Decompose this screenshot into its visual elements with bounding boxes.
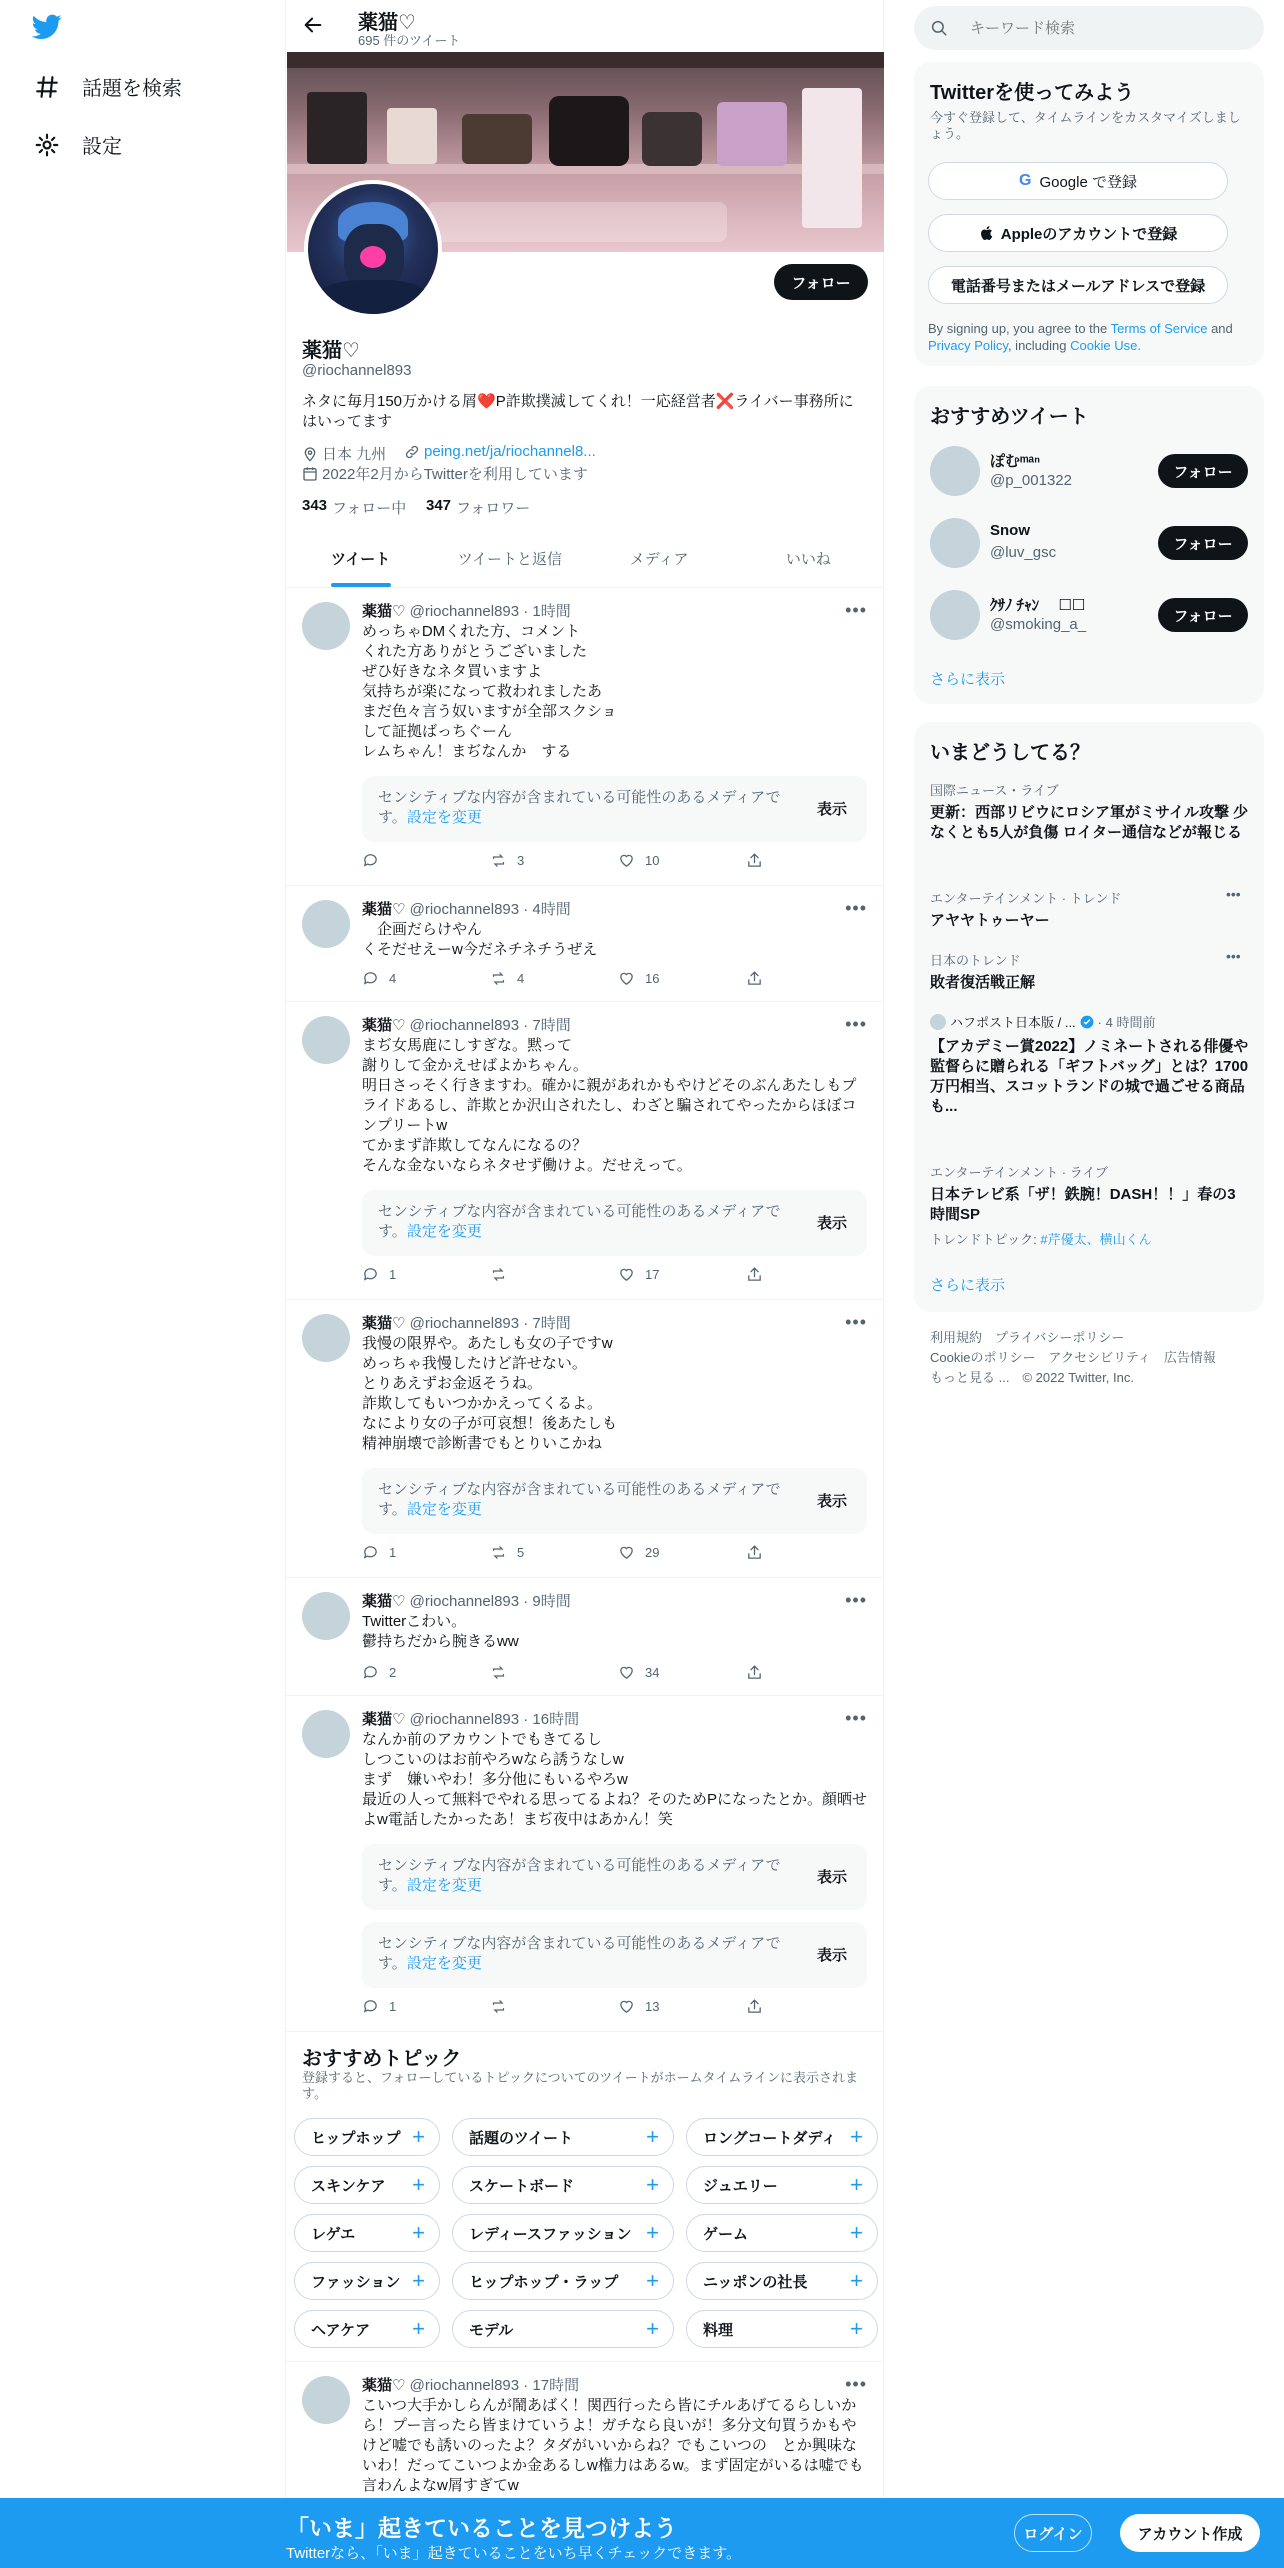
topic-chip-label: 料理	[703, 2321, 734, 2339]
plus-icon: +	[412, 2268, 425, 2293]
plus-icon: +	[646, 2124, 659, 2149]
share-button[interactable]	[746, 1544, 763, 1561]
share-icon	[746, 1998, 763, 2015]
followers-label: フォロワー	[456, 500, 531, 517]
trend-item[interactable]	[930, 888, 1250, 931]
tab-tweets[interactable]: ツイート	[286, 530, 435, 587]
profile-tabs	[286, 530, 883, 588]
tweet-text: こいつ大手かしらんが鬧あばく！関西行ったら皆にチルあげてるらしいから！プー言ったら皆まけていうよ！ガチなら良いが！多分文句買うかもやけど嘘でも誘いのったよ？タダがいいからね？でもこいつの とか興味ないわ！だってこいつよか金あるしw権力はあるw。まず固定がいるは嘘でも言わんよなw屑すぎてw	[362, 2397, 864, 2494]
trend-meta: 日本のトレンド	[930, 953, 1021, 968]
profile-location-text: 日本 九州	[322, 446, 387, 463]
following-label: フォロー中	[332, 500, 407, 517]
tweet-meta[interactable]: @riochannel893 · 7時間	[409, 1017, 571, 1034]
topic-chip-label: モデル	[469, 2321, 514, 2339]
suggested-user-handle: @smoking_a_	[990, 616, 1087, 633]
who-to-follow-card	[914, 386, 1264, 704]
sensitive-notice-text: センシティブな内容が含まれている可能性のあるメディアです。	[378, 789, 781, 826]
retweet-icon	[490, 1664, 507, 1681]
privacy-link[interactable]: Privacy Policy	[928, 338, 1008, 353]
login-button[interactable]: ログイン	[1014, 2514, 1092, 2552]
retweet-count: 3	[517, 853, 525, 868]
twitter-logo-icon[interactable]	[32, 14, 62, 45]
profile-name: 薬猫♡	[302, 340, 360, 362]
plus-icon: +	[850, 2268, 863, 2293]
reply-button[interactable]	[362, 1998, 396, 2015]
following-count: 343	[302, 497, 328, 514]
tweet-meta[interactable]: @riochannel893 · 16時間	[409, 1711, 580, 1728]
tweet-avatar[interactable]	[302, 900, 350, 948]
plus-icon: +	[646, 2220, 659, 2245]
topics-subtitle: 登録すると、フォローしているトピックについてのツイートがホームタイムラインに表示されます。	[302, 2070, 859, 2101]
reply-icon	[362, 1266, 379, 1283]
trend-topic-links[interactable]: #芹優太、横山くん	[1040, 1232, 1152, 1247]
source-avatar	[930, 1014, 946, 1030]
change-settings-link[interactable]: 設定を変更	[406, 1223, 482, 1240]
retweet-button[interactable]	[490, 1266, 517, 1283]
retweet-button[interactable]	[490, 970, 524, 987]
like-count: 13	[645, 1999, 660, 2014]
reply-icon	[362, 1664, 379, 1681]
who-to-follow-title: おすすめツイート	[930, 406, 1089, 428]
cookie-link[interactable]: Cookie Use.	[1070, 338, 1141, 353]
phone-email-signup-button[interactable]: 電話番号またはメールアドレスで登録	[928, 266, 1228, 304]
bottom-signup-bar	[0, 2498, 1284, 2568]
retweet-count: 5	[517, 1545, 525, 1560]
suggested-user-name[interactable]: Snow	[990, 522, 1030, 539]
tweet-actions	[362, 1998, 792, 2018]
plus-icon: +	[412, 2220, 425, 2245]
share-button[interactable]	[746, 1998, 763, 2015]
profile-handle: @riochannel893	[302, 362, 412, 379]
sensitive-notice-text: センシティブな内容が含まれている可能性のあるメディアです。	[378, 1481, 781, 1518]
trend-time: · 4 時間前	[1097, 1015, 1156, 1030]
tweet-author-name[interactable]: 薬猫♡	[362, 901, 406, 918]
more-icon[interactable]: •••	[845, 1312, 867, 1332]
nav-settings-label: 設定	[82, 136, 122, 158]
suggested-user-follow-button[interactable]: フォロー	[1158, 598, 1248, 632]
google-signup-label: Google で登録	[1039, 173, 1137, 191]
change-settings-link[interactable]: 設定を変更	[406, 1955, 482, 1972]
tweet[interactable]	[286, 588, 883, 886]
header-profile-name: 薬猫♡	[358, 12, 416, 34]
footer-link-ads[interactable]: 広告情報	[1163, 1350, 1216, 1365]
apple-signup-label: Appleのアカウントで登録	[1000, 225, 1178, 243]
topic-chip[interactable]	[686, 2214, 878, 2252]
tweet-meta[interactable]: @riochannel893 · 7時間	[409, 1315, 571, 1332]
show-media-button[interactable]: 表示	[816, 1493, 847, 1510]
tweet-avatar[interactable]	[302, 1016, 350, 1064]
topic-chip-label: スケートボード	[469, 2177, 575, 2195]
search-icon	[930, 19, 948, 37]
tweet-author-name[interactable]: 薬猫♡	[362, 1593, 406, 1610]
tweet[interactable]	[286, 1300, 883, 1578]
trend-source-name: ハフポスト日本版 / ...	[950, 1015, 1076, 1030]
tweet-avatar[interactable]	[302, 1314, 350, 1362]
bottom-bar-subline: Twitterなら、「いま」起きていることをいち早くチェックできます。	[286, 2545, 742, 2562]
share-button[interactable]	[746, 970, 763, 987]
tweet-author-name[interactable]: 薬猫♡	[362, 1315, 406, 1332]
trend-source-line	[930, 1012, 1250, 1031]
footer-link-terms[interactable]: 利用規約	[930, 1330, 983, 1345]
reply-count: 4	[389, 971, 397, 986]
footer-link-cookie[interactable]: Cookieのポリシー	[930, 1350, 1036, 1365]
topic-chip[interactable]	[294, 2262, 440, 2300]
signup-legal-text	[928, 320, 1258, 354]
profile-website[interactable]	[404, 443, 596, 460]
heart-icon	[618, 1544, 635, 1561]
tweet-actions	[362, 852, 792, 872]
create-account-button[interactable]: アカウント作成	[1120, 2514, 1260, 2552]
trend-meta: エンターテインメント · トレンド	[930, 891, 1122, 906]
plus-icon: +	[412, 2172, 425, 2197]
bottom-bar-headline: 「いま」起きていることを見つけよう	[286, 2515, 677, 2541]
sensitive-media-notice	[362, 1922, 867, 1988]
tweet-author-name[interactable]: 薬猫♡	[362, 603, 406, 620]
trend-meta: エンターテインメント · ライブ	[930, 1165, 1108, 1180]
main-column	[285, 0, 884, 2568]
gear-icon	[34, 132, 60, 158]
footer-more-link[interactable]: もっと見る ...	[930, 1370, 1010, 1385]
profile-avatar[interactable]	[304, 180, 442, 318]
reply-button[interactable]	[362, 970, 396, 987]
sensitive-notice-text: センシティブな内容が含まれている可能性のあるメディアです。	[378, 1857, 781, 1894]
signup-title: Twitterを使ってみよう	[930, 82, 1135, 104]
suggested-topics	[286, 2032, 883, 2362]
retweet-icon	[490, 1544, 507, 1561]
profile-joined-text: 2022年2月からTwitterを利用しています	[322, 466, 588, 483]
profile-location	[302, 443, 386, 464]
heart-icon	[618, 852, 635, 869]
plus-icon: +	[646, 2268, 659, 2293]
profile-website-link[interactable]: peing.net/ja/riochannel8...	[424, 443, 596, 460]
trend-title: 敗者復活戦正解	[930, 974, 1036, 991]
tweet-meta[interactable]: @riochannel893 · 17時間	[409, 2377, 580, 2394]
tab-likes[interactable]: いいね	[785, 551, 831, 568]
like-count: 16	[645, 971, 660, 986]
legal-including: , including	[1007, 338, 1067, 353]
show-media-button[interactable]: 表示	[816, 801, 847, 818]
topic-chip[interactable]	[452, 2118, 674, 2156]
change-settings-link[interactable]: 設定を変更	[406, 1877, 482, 1894]
trends-card	[914, 722, 1264, 1312]
like-button[interactable]	[618, 970, 659, 987]
retweet-button[interactable]	[490, 1544, 524, 1561]
retweet-icon	[490, 1998, 507, 2015]
like-button[interactable]	[618, 1998, 659, 2015]
tweet-text: 我慢の限界や。あたしも女の子ですw めっちゃ我慢したけど許せない。 とりあえずお金返そうね。 詐欺してもいつかかえってくるよ。 なにより女の子が可哀想！後あたしも 精神崩壊で診断書でもとりいこかね	[362, 1335, 618, 1452]
trend-title: 【アカデミー賞2022】ノミネートされる俳優や監督らに贈られる「ギフトバッグ」とは？1700万円相当、スコットランドの城で過ごせる商品も...	[930, 1038, 1249, 1115]
more-icon[interactable]: •••	[845, 898, 867, 918]
retweet-icon	[490, 852, 507, 869]
topic-chip[interactable]	[294, 2214, 440, 2252]
share-icon	[746, 1664, 763, 1681]
search-input[interactable]	[970, 16, 1240, 40]
like-button[interactable]	[618, 1664, 659, 1681]
topic-chip[interactable]	[294, 2166, 440, 2204]
share-icon	[746, 970, 763, 987]
profile-joined	[302, 463, 588, 484]
tweet-author-name[interactable]: 薬猫♡	[362, 1711, 406, 1728]
show-media-button[interactable]: 表示	[816, 1947, 847, 1964]
calendar-icon	[302, 466, 318, 482]
tweet-text: 企画だらけやん くそだせえーw今だネチネチうぜえ	[362, 921, 598, 958]
share-icon	[746, 852, 763, 869]
search-box[interactable]	[914, 6, 1264, 50]
heart-icon	[618, 1998, 635, 2015]
tweet-actions	[362, 1544, 792, 1564]
reply-icon	[362, 852, 379, 869]
signup-card	[914, 62, 1264, 366]
legal-prefix: By signing up, you agree to the	[928, 321, 1108, 336]
topic-chip[interactable]	[294, 2118, 440, 2156]
tweet-actions	[362, 1664, 792, 1684]
reply-count: 1	[389, 1545, 397, 1560]
topic-chip[interactable]	[452, 2262, 674, 2300]
topic-chip-label: レディースファッション	[469, 2225, 632, 2243]
footer-link-privacy[interactable]: プライバシーポリシー	[995, 1330, 1125, 1345]
change-settings-link[interactable]: 設定を変更	[406, 1501, 482, 1518]
google-icon: G	[1019, 172, 1032, 189]
trend-title: 更新：西部リビウにロシア軍がミサイル攻撃 少なくとも5人が負傷 ロイター通信などが報じる	[930, 804, 1249, 841]
legal-and: and	[1211, 321, 1233, 336]
signup-subtitle: 今すぐ登録して、タイムラインをカスタマイズしましょう。	[930, 110, 1241, 141]
sensitive-media-notice	[362, 1844, 867, 1910]
tweet-text: まぢ女馬鹿にしすぎな。黙って 謝りして金かえせばよかちゃん。 明日さっそく行きますわ。確かに親があれかもやけどそのぶんあたしもプライドあるし、詐欺とか沢山されたし、わざと騙されてやったからほぼコンプリートw てかまず詐欺してなんになるの？ そんな金ないならネタせず働けよ。だせえって。	[362, 1037, 857, 1174]
trend-more-icon[interactable]: •••	[1226, 886, 1241, 902]
like-count: 29	[645, 1545, 660, 1560]
tweet-avatar[interactable]	[302, 602, 350, 650]
like-button[interactable]	[618, 1266, 659, 1283]
reply-button[interactable]	[362, 1664, 396, 1681]
tweet-author-name[interactable]: 薬猫♡	[362, 2377, 406, 2394]
left-navigation	[0, 0, 285, 2568]
trend-more-icon[interactable]: •••	[1226, 948, 1241, 964]
suggested-user-avatar[interactable]	[930, 446, 980, 496]
topic-chip-label: スキンケア	[311, 2177, 386, 2195]
share-icon	[746, 1544, 763, 1561]
retweet-count: 4	[517, 971, 525, 986]
trend-item[interactable]	[930, 950, 1250, 993]
followers-stat[interactable]	[426, 497, 530, 518]
footer-copyright: © 2022 Twitter, Inc.	[1022, 1370, 1134, 1385]
retweet-icon	[490, 970, 507, 987]
plus-icon: +	[850, 2124, 863, 2149]
share-button[interactable]	[746, 852, 763, 869]
heart-icon	[618, 1266, 635, 1283]
reply-button[interactable]	[362, 852, 389, 869]
nav-explore[interactable]	[34, 72, 182, 101]
suggested-user-handle: @luv_gsc	[990, 544, 1057, 561]
apple-signup-button[interactable]	[928, 214, 1228, 252]
tweet-meta[interactable]: @riochannel893 · 9時間	[409, 1593, 571, 1610]
tweet[interactable]	[286, 886, 883, 1002]
more-icon[interactable]: •••	[845, 1708, 867, 1728]
plus-icon: +	[850, 2220, 863, 2245]
trends-title: いまどうしてる？	[930, 742, 1090, 764]
location-pin-icon	[302, 446, 318, 462]
tweet-actions	[362, 1266, 792, 1286]
tweet-meta[interactable]: @riochannel893 · 1時間	[409, 603, 571, 620]
plus-icon: +	[850, 2172, 863, 2197]
followers-count: 347	[426, 497, 452, 514]
nav-explore-label: 話題を検索	[82, 78, 182, 100]
topic-chip[interactable]	[294, 2310, 440, 2348]
topic-chip-label: ヒップホップ	[311, 2129, 401, 2147]
topic-chip[interactable]	[452, 2310, 674, 2348]
topic-chip[interactable]	[452, 2214, 674, 2252]
retweet-button[interactable]	[490, 852, 524, 869]
reply-count: 1	[389, 1267, 397, 1282]
trend-topic-prefix: トレンドトピック:	[930, 1232, 1041, 1247]
google-signup-button[interactable]	[928, 162, 1228, 200]
change-settings-link[interactable]: 設定を変更	[406, 809, 482, 826]
topic-chip-label: ジュエリー	[703, 2177, 778, 2195]
tab-tweets-and-replies[interactable]: ツイートと返信	[457, 551, 562, 568]
more-icon[interactable]: •••	[845, 1014, 867, 1034]
retweet-button[interactable]	[490, 1664, 517, 1681]
tweet-text: なんか前のアカウントでもきてるし しつこいのはお前やろwなら誘うなしw まず 嫌いやわ！多分他にもいるやろw 最近の人って無料でやれる思ってるよね？そのためPになったとか。顔晒せよw電話したかったあ！まぢ夜中はあかん！笑	[362, 1731, 868, 1828]
retweet-icon	[490, 1266, 507, 1283]
profile-header-bar	[286, 0, 883, 52]
suggested-user-avatar[interactable]	[930, 518, 980, 568]
topic-chip-label: ロングコートダディ	[703, 2129, 837, 2147]
heart-sticker-icon	[360, 246, 386, 268]
suggested-user-follow-button[interactable]: フォロー	[1158, 526, 1248, 560]
more-icon[interactable]: •••	[845, 600, 867, 620]
trends-show-more-link[interactable]: さらに表示	[930, 1277, 1006, 1294]
suggested-user-name[interactable]: ぽむᵐᵃⁿ	[990, 453, 1041, 470]
sensitive-media-notice	[362, 1468, 867, 1534]
hashtag-icon	[34, 74, 60, 100]
tweet[interactable]	[286, 1578, 883, 1696]
like-button[interactable]	[618, 1544, 659, 1561]
sensitive-media-notice	[362, 776, 867, 842]
topic-chip-label: ヒップホップ・ラップ	[469, 2273, 619, 2291]
tweet-text: Twitterこわい。 鬱持ちだから腕きるww	[362, 1613, 519, 1650]
heart-icon	[618, 970, 635, 987]
more-icon[interactable]: •••	[845, 1590, 867, 1610]
profile-follow-button[interactable]: フォロー	[774, 264, 868, 300]
retweet-button[interactable]	[490, 1998, 517, 2015]
tweet[interactable]	[286, 1002, 883, 1300]
reply-button[interactable]	[362, 1266, 396, 1283]
following-stat[interactable]	[302, 497, 406, 518]
more-icon[interactable]: •••	[845, 2374, 867, 2394]
trend-meta: 国際ニュース・ライブ	[930, 783, 1059, 798]
share-icon	[746, 1266, 763, 1283]
profile-bio: ネタに毎月150万かける屑❤️P詐欺撲滅してくれ！一応経営者❌ライバー事務所にはいってます	[302, 393, 854, 430]
tweet-author-name[interactable]: 薬猫♡	[362, 1017, 406, 1034]
reply-icon	[362, 1544, 379, 1561]
reply-icon	[362, 1998, 379, 2015]
topic-chip-label: ニッポンの社長	[703, 2273, 808, 2291]
plus-icon: +	[412, 2316, 425, 2341]
link-icon	[404, 444, 420, 460]
like-count: 17	[645, 1267, 660, 1282]
topic-chip-label: ヘアケア	[311, 2321, 371, 2339]
sensitive-media-notice	[362, 1190, 867, 1256]
show-more-link[interactable]: さらに表示	[930, 671, 1006, 688]
suggested-user-handle: @p_001322	[990, 472, 1072, 489]
trend-title: アヤヤトゥーヤー	[930, 912, 1050, 929]
show-media-button[interactable]: 表示	[816, 1215, 847, 1232]
topic-chip-label: ゲーム	[703, 2225, 749, 2243]
trend-title: 日本テレビ系「ザ！鉄腕！DASH！！」春の3時間SP	[930, 1186, 1236, 1223]
topic-chip[interactable]	[686, 2310, 878, 2348]
verified-badge-icon	[1080, 1015, 1094, 1029]
tweet[interactable]	[286, 1696, 883, 2032]
tweet-avatar[interactable]	[302, 1710, 350, 1758]
tweet-meta[interactable]: @riochannel893 · 4時間	[409, 901, 571, 918]
plus-icon: +	[646, 2316, 659, 2341]
show-media-button[interactable]: 表示	[816, 1869, 847, 1886]
trend-item[interactable]	[930, 1012, 1250, 1117]
plus-icon: +	[850, 2316, 863, 2341]
topic-chip-label: 話題のツイート	[469, 2129, 573, 2147]
tweet[interactable]	[286, 2362, 883, 2498]
suggested-user-follow-button[interactable]: フォロー	[1158, 454, 1248, 488]
reply-count: 2	[389, 1665, 397, 1680]
topic-chip[interactable]	[686, 2262, 878, 2300]
reply-icon	[362, 970, 379, 987]
sensitive-notice-text: センシティブな内容が含まれている可能性のあるメディアです。	[378, 1203, 781, 1240]
terms-link[interactable]: Terms of Service	[1110, 321, 1208, 336]
topic-chip-label: ファッション	[311, 2273, 401, 2291]
nav-settings[interactable]	[34, 130, 122, 159]
share-button[interactable]	[746, 1664, 763, 1681]
suggested-user-name[interactable]: ｸｻﾉ ﾁｬﾝ ☐☐	[990, 597, 1086, 614]
tweet-text: めっちゃDMくれた方、コメント くれた方ありがとうございました ぜひ好きなネタ買いますよ 気持ちが楽になって救われましたあ まだ色々言う奴いますが全部スクショ して証拠ばっちぐーん レムちゃん！まぢなんか する	[362, 623, 617, 760]
topic-chip[interactable]	[452, 2166, 674, 2204]
tweet-actions	[362, 970, 792, 990]
suggested-user-avatar[interactable]	[930, 590, 980, 640]
share-button[interactable]	[746, 1266, 763, 1283]
footer-link-accessibility[interactable]: アクセシビリティ	[1048, 1350, 1151, 1365]
reply-button[interactable]	[362, 1544, 396, 1561]
like-count: 10	[645, 853, 660, 868]
sensitive-notice-text: センシティブな内容が含まれている可能性のあるメディアです。	[378, 1935, 781, 1972]
topic-chip[interactable]	[686, 2118, 878, 2156]
like-button[interactable]	[618, 852, 659, 869]
back-arrow-icon[interactable]	[302, 14, 324, 41]
tab-media[interactable]: メディア	[629, 551, 689, 568]
apple-icon	[979, 225, 993, 241]
header-tweet-count: 695 件のツイート	[358, 33, 461, 48]
topic-chip[interactable]	[686, 2166, 878, 2204]
topic-chip-label: レゲエ	[311, 2225, 356, 2243]
plus-icon: +	[646, 2172, 659, 2197]
footer-links	[930, 1328, 1250, 1388]
topics-title: おすすめトピック	[302, 2048, 462, 2070]
trend-item[interactable]	[930, 780, 1250, 843]
reply-count: 1	[389, 1999, 397, 2014]
plus-icon: +	[412, 2124, 425, 2149]
trend-item[interactable]	[930, 1162, 1250, 1248]
tweet-avatar[interactable]	[302, 2376, 350, 2424]
tweet-avatar[interactable]	[302, 1592, 350, 1640]
like-count: 34	[645, 1665, 660, 1680]
heart-icon	[618, 1664, 635, 1681]
